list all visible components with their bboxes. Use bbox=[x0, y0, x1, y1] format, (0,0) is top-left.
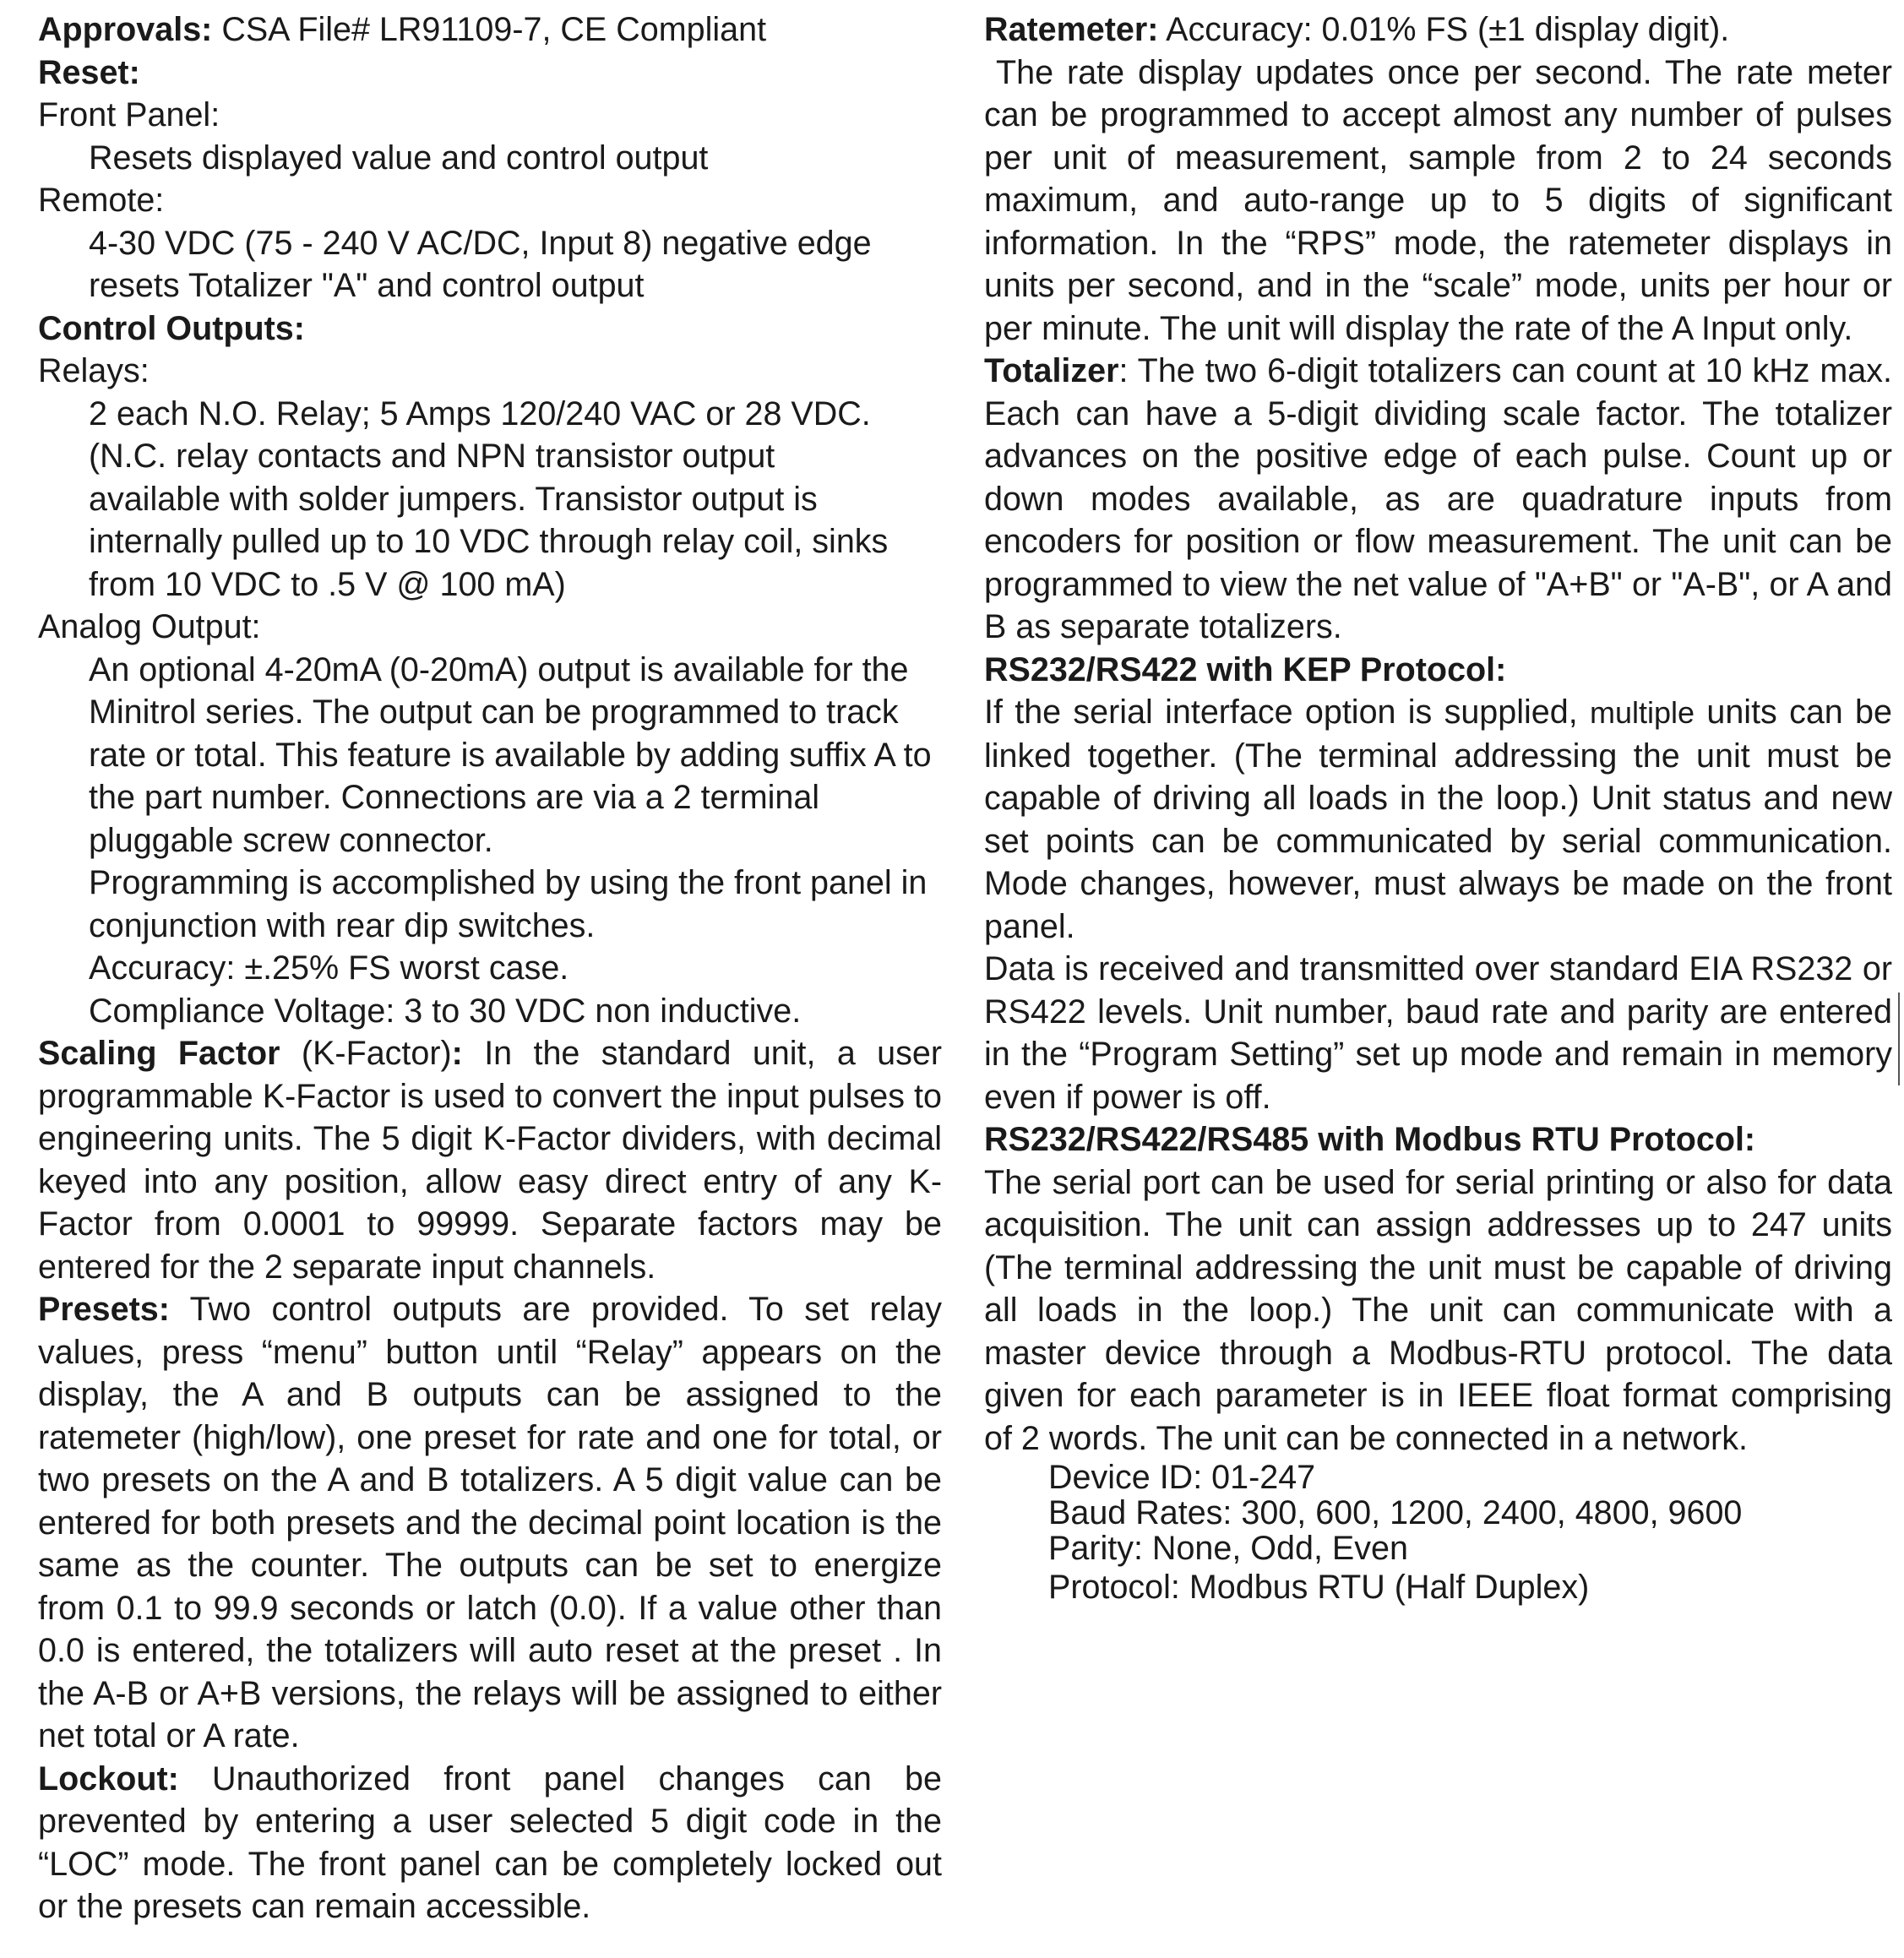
relays-label: Relays: bbox=[38, 352, 150, 389]
kep-heading-text: RS232/RS422 with KEP Protocol: bbox=[984, 650, 1507, 688]
totalizer-text: : The two 6-digit totalizers can count at 10 kHz max. Each can have a 5-digit dividing scale factor. The totalizer advances on the positive edge of each pulse. Count up or down modes available, as are quadrature inputs from encoders for position or flow measurement. The unit can be programmed to view the net value of "A+B" or "A-B", or A and B as separate totalizers. bbox=[984, 352, 1892, 645]
approvals-label: Approvals: bbox=[38, 11, 213, 48]
kep-text-small: multiple bbox=[1590, 695, 1695, 730]
presets-text: Two control outputs are provided. To set relay values, press “menu” button until “Relay” appears on the display, the A and B outputs can be assigned to the ratemeter (high/low), one preset for rate and one for total, or two presets on the A and B totalizers. A 5 digit value can be entered for both presets and the decimal point location is the same as the counter. The outputs can be set to energize from 0.1 to 99.9 seconds or latch (0.0). If a value other than 0.0 is entered, the totalizers will auto reset at the preset . In the A-B or A+B versions, the relays will be assigned to either net total or A rate. bbox=[38, 1291, 942, 1754]
accuracy-text: Accuracy: ±.25% FS worst case. bbox=[89, 949, 569, 987]
control-outputs-heading bbox=[38, 307, 942, 351]
modbus-heading bbox=[984, 1118, 1892, 1161]
approvals-line bbox=[38, 8, 942, 52]
front-panel-label: Front Panel: bbox=[38, 96, 220, 133]
relays-line-3: available with solder jumpers. Transistor output is bbox=[89, 480, 818, 518]
scaling-factor-paragraph bbox=[38, 1032, 942, 1288]
presets-label: Presets: bbox=[38, 1291, 170, 1328]
kep-text-a: If the serial interface option is supplied, bbox=[984, 693, 1578, 731]
presets-paragraph bbox=[38, 1288, 942, 1758]
relays-line-4: internally pulled up to 10 VDC through relay coil, sinks bbox=[89, 523, 889, 560]
scaling-kfactor: (K-Factor) bbox=[301, 1035, 452, 1072]
right-column bbox=[984, 8, 1892, 1609]
scaling-colon: : bbox=[451, 1035, 463, 1072]
programming-text: Programming is accomplished by using the front panel in conjunction with rear dip switches. bbox=[89, 864, 928, 944]
relays-line-2: (N.C. relay contacts and NPN transistor output bbox=[89, 438, 775, 475]
remote-line-2: resets Totalizer "A" and control output bbox=[89, 267, 645, 304]
scaling-factor-text: In the standard unit, a user programmable K-Factor is used to convert the input pulses to engineering units. The 5 digit K-Factor dividers, with decimal keyed into any position, allow easy direct entry of any K-Factor from 0.0001 to 99999. Separate factors may be entered for the 2 separate input channels. bbox=[38, 1035, 942, 1286]
approvals-text: CSA File# LR91109-7, CE Compliant bbox=[221, 11, 767, 48]
protocol: Protocol: Modbus RTU (Half Duplex) bbox=[1048, 1569, 1590, 1606]
device-id: Device ID: 01-247 bbox=[1048, 1459, 1316, 1496]
reset-heading-text: Reset: bbox=[38, 53, 140, 91]
lockout-text: Unauthorized front panel changes can be prevented by entering a user selected 5 digit code in the “LOC” mode. The front panel can be completely locked out or the presets can remain accessible. bbox=[38, 1759, 942, 1925]
modbus-heading-text: RS232/RS422/RS485 with Modbus RTU Protocol: bbox=[984, 1121, 1756, 1158]
reset-heading bbox=[38, 52, 942, 95]
parity: Parity: None, Odd, Even bbox=[1048, 1530, 1408, 1567]
modbus-paragraph: The serial port can be used for serial printing or also for data acquisition. The unit can assign addresses up to 247 units (The terminal addressing the unit must be capable of driving all loads in the loop.) The unit can communicate with a master device through a Modbus-RTU protocol. The data given for each parameter is in IEEE float format comprising of 2 words. The unit can be connected in a network. bbox=[984, 1163, 1892, 1457]
scaling-factor-label: Scaling Factor bbox=[38, 1035, 280, 1072]
control-outputs-heading-text: Control Outputs: bbox=[38, 309, 305, 347]
remote-line-1: 4-30 VDC (75 - 240 V AC/DC, Input 8) negative edge bbox=[89, 224, 872, 262]
analog-output-label: Analog Output: bbox=[38, 608, 261, 645]
ratemeter-accuracy: Accuracy: 0.01% FS (±1 display digit). bbox=[1166, 11, 1730, 48]
lockout-paragraph bbox=[38, 1758, 942, 1928]
relays-line-1: 2 each N.O. Relay; 5 Amps 120/240 VAC or 28 VDC. bbox=[89, 394, 871, 432]
relays-line-5: from 10 VDC to .5 V @ 100 mA) bbox=[89, 565, 566, 603]
ratemeter-label: Ratemeter: bbox=[984, 11, 1159, 48]
front-panel-text: Resets displayed value and control output bbox=[89, 139, 709, 177]
margin-rule bbox=[1898, 993, 1900, 1085]
analog-output-text: An optional 4-20mA (0-20mA) output is available for the Minitrol series. The output can be programmed to track rate or total. This feature is available by adding suffix A to the part number. Connections are via a 2 terminal pluggable screw connector. bbox=[89, 650, 932, 859]
kep-heading bbox=[984, 649, 1892, 692]
ratemeter-line bbox=[984, 8, 1892, 52]
lockout-label: Lockout: bbox=[38, 1759, 179, 1798]
totalizer-label: Totalizer bbox=[984, 352, 1119, 389]
kep-paragraph bbox=[984, 691, 1892, 948]
ratemeter-text: The rate display updates once per second. The rate meter can be programmed to accept almost any number of pulses per unit of measurement, sample from 2 to 24 seconds maximum, and auto-range up to 5 digits of significant information. In the “RPS” mode, the ratemeter displays in units per second, and in the “scale” mode, units per hour or per minute. The unit will display the rate of the A Input only. bbox=[984, 53, 1892, 347]
left-column bbox=[38, 8, 942, 1928]
kep-text-b: units can be linked together. (The terminal addressing the unit must be capable of driving all loads in the loop.) Unit status and new set points can be communicated by serial communication. Mode changes, however, must always be made on the front panel. bbox=[984, 693, 1892, 945]
baud-rates: Baud Rates: 300, 600, 1200, 2400, 4800, 9600 bbox=[1048, 1494, 1743, 1531]
kep-paragraph-2: Data is received and transmitted over standard EIA RS232 or RS422 levels. Unit number, baud rate and parity are entered in the “Program Setting” set up mode and remain in memory even if power is off. bbox=[984, 950, 1892, 1116]
compliance-text: Compliance Voltage: 3 to 30 VDC non inductive. bbox=[89, 992, 802, 1030]
remote-label: Remote: bbox=[38, 182, 165, 219]
totalizer-paragraph bbox=[984, 350, 1892, 649]
